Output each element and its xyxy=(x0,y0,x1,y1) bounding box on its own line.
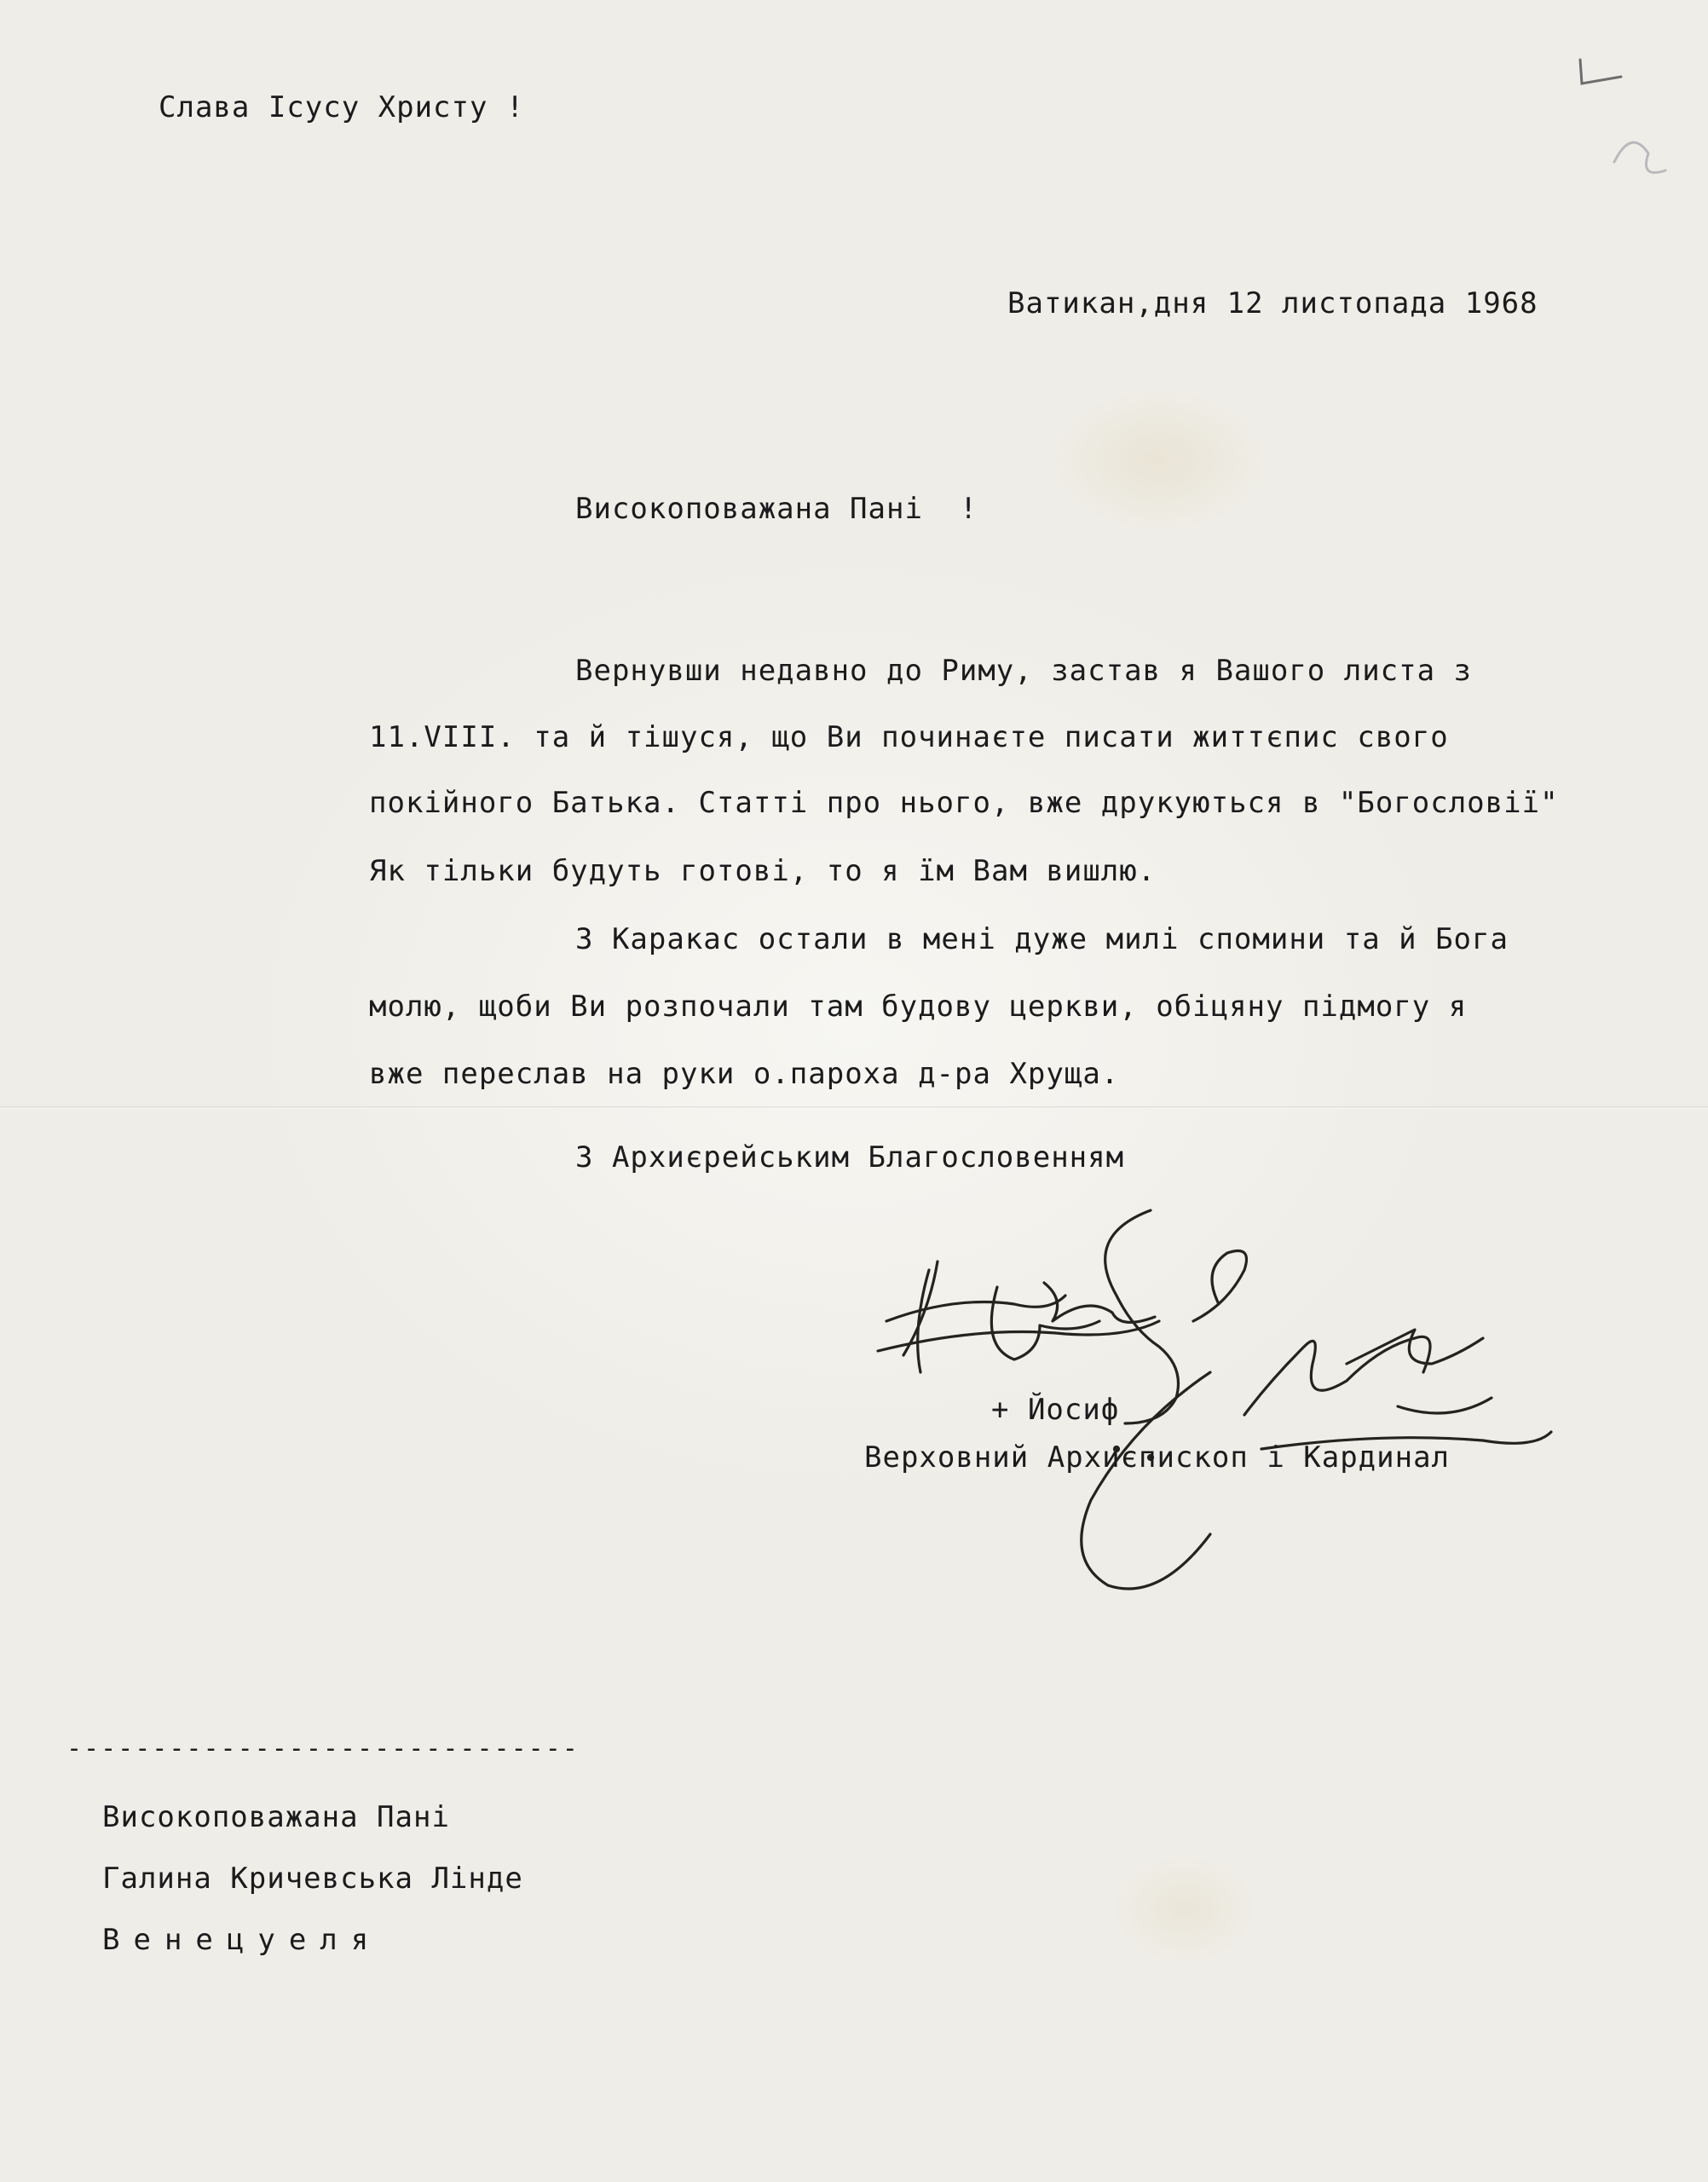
closing: З Архиєрейським Благословенням xyxy=(575,1140,1125,1175)
margin-pencil-mark xyxy=(1520,34,1674,205)
place-date: Ватикан,дня 12 листопада 1968 xyxy=(1007,286,1538,320)
recipient-line-2: Галина Кричевська Лінде xyxy=(102,1862,523,1896)
body-line: покійного Батька. Статті про нього, вже друкуються в "Богословії" xyxy=(369,786,1559,820)
salutation: Високоповажана Пані ! xyxy=(575,492,978,526)
body-line: З Каракас остали в мені дуже милі спомини та й Бога xyxy=(575,922,1509,956)
greeting: Слава Ісусу Христу ! xyxy=(159,90,525,124)
body-line: вже переслав на руки о.пароха д-ра Хруща. xyxy=(369,1057,1120,1091)
sender-name: + Йосиф xyxy=(991,1393,1120,1427)
body-line: 11.VIII. та й тішуся, що Ви починаєте писати життєпис свого xyxy=(369,720,1449,754)
handwritten-signature xyxy=(869,1193,1568,1602)
body-line: молю, щоби Ви розпочали там будову церкви, обіцяну підмогу я xyxy=(369,990,1468,1024)
separator-line: ------------------------------ xyxy=(66,1734,580,1763)
body-line: Як тільки будуть готові, то я їм Вам вишлю. xyxy=(369,854,1157,888)
body-line: Вернувши недавно до Риму, застав я Вашого листа з xyxy=(575,654,1473,688)
recipient-line-1: Високоповажана Пані xyxy=(102,1800,450,1834)
recipient-line-3: Венецуеля xyxy=(102,1923,383,1957)
sender-title: Верховний Архиєпископ і Кардинал xyxy=(864,1440,1451,1475)
paper-fold xyxy=(0,1106,1708,1109)
